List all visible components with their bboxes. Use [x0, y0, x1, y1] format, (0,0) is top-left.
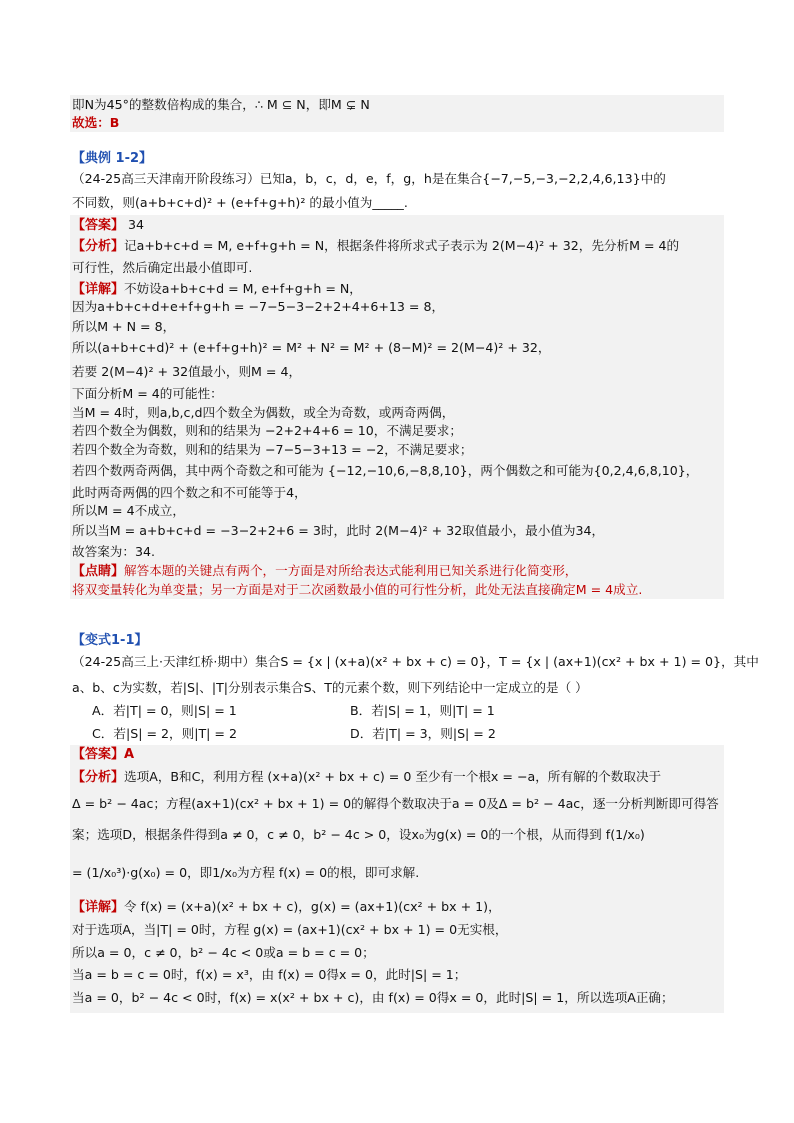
example-header: 【典例 1-2】	[72, 151, 153, 166]
variant-analysis-3: 案；选项D，根据条件得到a ≠ 0，c ≠ 0，b² − 4c > 0，设x₀为g(x) = 0的一个根，从而得到 f(1/x₀)	[72, 827, 645, 842]
variant-detail-3: 所以a = 0，c ≠ 0，b² − 4c < 0或a = b = c = 0；	[72, 945, 375, 960]
answer-value: 34	[124, 217, 145, 232]
example-detail-1	[72, 280, 362, 298]
analysis-tag: 【分析】	[72, 239, 125, 254]
example-remark-1	[72, 562, 577, 580]
detail-text-1: 不妨设a+b+c+d = M, e+f+g+h = N，	[124, 281, 362, 296]
variant-detail-2: 对于选项A，当|T| = 0时，方程 g(x) = (ax+1)(cx² + bx + 1) = 0无实根，	[72, 922, 508, 937]
example-detail-9: 若四个数全为奇数，则和的结果为 −7−5−3+13 = −2，不满足要求；	[72, 442, 473, 457]
option-a: A．若|T| = 0，则|S| = 1	[92, 703, 237, 718]
top-line-2-text: 故选：B	[72, 115, 120, 130]
variant-analysis-1	[72, 768, 661, 786]
variant-detail-5: 当a = 0，b² − 4c < 0时，f(x) = x(x² + bx + c)，由 f(x) = 0得x = 0，此时|S| = 1，所以选项A正确；	[72, 990, 674, 1005]
remark-text-1: 解答本题的关键点有两个，一方面是对所给表达式能利用已知关系进行化简变形，	[124, 563, 578, 578]
variant-detail-text-1: 令 f(x) = (x+a)(x² + bx + c)，g(x) = (ax+1)(cx² + bx + 1)，	[124, 899, 501, 914]
variant-answer-tag: 【答案】	[72, 747, 125, 762]
example-remark-2: 将双变量转化为单变量；另一方面是对于二次函数最小值的可行性分析，此处无法直接确定M = 4成立.	[72, 582, 643, 597]
variant-answer	[72, 746, 134, 764]
option-d: D．若|T| = 3，则|S| = 2	[350, 726, 496, 741]
example-detail-5: 若要 2(M−4)² + 32值最小，则M = 4，	[72, 364, 302, 379]
example-detail-8: 若四个数全为偶数，则和的结果为 −2+2+4+6 = 10，不满足要求；	[72, 423, 462, 438]
example-detail-10: 若四个数两奇两偶，其中两个奇数之和可能为 {−12,−10,6,−8,8,10}，两个偶数之和可能为{0,2,4,6,8,10}，	[72, 463, 699, 478]
example-question-2: 不同数，则(a+b+c+d)² + (e+f+g+h)² 的最小值为_____.	[72, 195, 408, 210]
detail-tag: 【详解】	[72, 282, 125, 297]
variant-detail-1	[72, 898, 501, 916]
variant-analysis-text-1: 选项A，B和C，利用方程 (x+a)(x² + bx + c) = 0 至少有一个根x = −a，所有解的个数取决于	[124, 769, 662, 784]
example-analysis-2: 可行性，然后确定出最小值即可.	[72, 260, 253, 275]
example-detail-13: 所以当M = a+b+c+d = −3−2+2+6 = 3时，此时 2(M−4)² + 32取值最小，最小值为34，	[72, 523, 605, 538]
analysis-text-1: 记a+b+c+d = M, e+f+g+h = N，根据条件将所求式子表示为 2(M−4)² + 32，先分析M = 4的	[124, 238, 680, 253]
top-line-1: 即N为45°的整数倍构成的集合，∴ M ⊆ N，即M ⊊ N	[72, 97, 370, 112]
example-detail-14: 故答案为：34.	[72, 544, 155, 559]
top-line-2	[72, 114, 119, 132]
variant-question-1: （24-25高三上·天津红桥·期中）集合S = {x | (x+a)(x² + bx + c) = 0}，T = {x | (ax+1)(cx² + bx + 1) = 0}，其中	[72, 654, 759, 669]
example-answer	[72, 216, 144, 234]
example-detail-7: 当M = 4时，则a,b,c,d四个数全为偶数，或全为奇数，或两奇两偶，	[72, 405, 455, 420]
variant-answer-value: A	[124, 747, 135, 762]
example-detail-3: 所以M + N = 8，	[72, 319, 176, 334]
example-analysis-1	[72, 237, 679, 255]
option-b: B．若|S| = 1，则|T| = 1	[350, 703, 495, 718]
example-detail-12: 所以M = 4不成立，	[72, 503, 185, 518]
example-detail-6: 下面分析M = 4的可能性：	[72, 386, 223, 401]
answer-tag: 【答案】	[72, 218, 125, 233]
variant-analysis-2: Δ = b² − 4ac；方程(ax+1)(cx² + bx + 1) = 0的解得个数取决于a = 0及Δ = b² − 4ac，逐一分析判断即可得答	[72, 796, 719, 811]
example-detail-4: 所以(a+b+c+d)² + (e+f+g+h)² = M² + N² = M² + (8−M)² = 2(M−4)² + 32，	[72, 340, 551, 355]
variant-analysis-4: = (1/x₀³)·g(x₀) = 0，即1/x₀为方程 f(x) = 0的根，即可求解.	[72, 865, 420, 880]
remark-tag: 【点睛】	[72, 564, 125, 579]
variant-analysis-tag: 【分析】	[72, 770, 125, 785]
example-detail-2: 因为a+b+c+d+e+f+g+h = −7−5−3−2+2+4+6+13 = 8，	[72, 299, 445, 314]
variant-question-2: a、b、c为实数，若|S|、|T|分别表示集合S、T的元素个数，则下列结论中一定成立的是（ ）	[72, 680, 588, 695]
variant-detail-tag: 【详解】	[72, 900, 125, 915]
example-question-1: （24-25高三天津南开阶段练习）已知a，b，c，d，e，f，g，h是在集合{−7,−5,−3,−2,2,4,6,13}中的	[72, 171, 666, 186]
example-detail-11: 此时两奇两偶的四个数之和不可能等于4，	[72, 485, 307, 500]
variant-header: 【变式1-1】	[72, 633, 148, 648]
variant-detail-4: 当a = b = c = 0时，f(x) = x³，由 f(x) = 0得x = 0，此时|S| = 1；	[72, 967, 467, 982]
option-c: C．若|S| = 2，则|T| = 2	[92, 726, 237, 741]
